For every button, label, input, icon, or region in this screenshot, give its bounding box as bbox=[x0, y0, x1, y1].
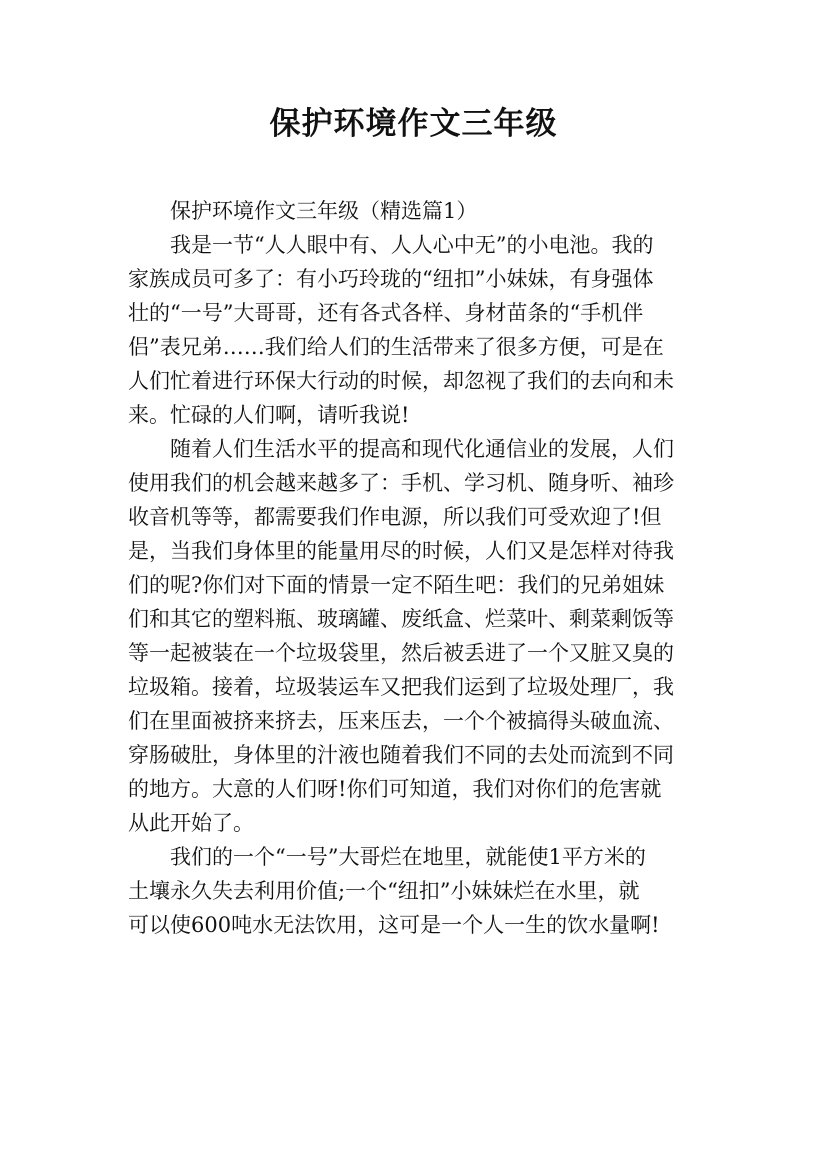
paragraph-2-line-11: 的地方。大意的人们呀!你们可知道，我们对你们的危害就 bbox=[128, 777, 662, 801]
paragraph-1-line-2: 家族成员可多了：有小巧玲珑的“纽扣”小妹妹，有身强体 bbox=[128, 267, 654, 291]
paragraph-2-line-10: 穿肠破肚，身体里的汁液也随着我们不同的去处而流到不同 bbox=[128, 743, 674, 767]
paragraph-1-line-6: 来。忙碌的人们啊，请听我说! bbox=[128, 403, 410, 427]
paragraph-2-line-8: 垃圾箱。接着，垃圾装运车又把我们运到了垃圾处理厂，我 bbox=[128, 675, 674, 699]
paragraph-1-line-4: 侣”表兄弟……我们给人们的生活带来了很多方便，可是在 bbox=[128, 335, 664, 359]
paragraph-3-line-3: 可以使600吨水无法饮用，这可是一个人一生的饮水量啊! bbox=[128, 913, 660, 937]
paragraph-2-line-1: 随着人们生活水平的提高和现代化通信业的发展，人们 bbox=[170, 437, 674, 461]
document-title: 保护环境作文三年级 bbox=[269, 106, 558, 142]
paragraph-3-line-2: 土壤永久失去利用价值;一个“纽扣”小妹妹烂在水里，就 bbox=[128, 879, 640, 903]
paragraph-1-line-3: 壮的“一号”大哥哥，还有各式各样、身材苗条的“手机伴 bbox=[128, 301, 644, 325]
paragraph-2-line-9: 们在里面被挤来挤去，压来压去，一个个被搞得头破血流、 bbox=[128, 709, 674, 733]
paragraph-3-line-1: 我们的一个“一号”大哥烂在地里，就能使1平方米的 bbox=[170, 845, 646, 869]
paragraph-2-line-6: 们和其它的塑料瓶、玻璃罐、废纸盒、烂菜叶、剩菜剩饭等 bbox=[128, 607, 674, 631]
paragraph-1-line-1: 我是一节“人人眼中有、人人心中无”的小电池。我的 bbox=[170, 233, 654, 257]
paragraph-2-line-5: 们的呢?你们对下面的情景一定不陌生吧：我们的兄弟姐妹 bbox=[128, 573, 665, 597]
paragraph-2-line-12: 从此开始了。 bbox=[128, 811, 254, 835]
document-body bbox=[128, 194, 718, 942]
paragraph-2-line-4: 是，当我们身体里的能量用尽的时候，人们又是怎样对待我 bbox=[128, 539, 674, 563]
section-heading: 保护环境作文三年级（精选篇1） bbox=[170, 199, 478, 223]
paragraph-2-line-7: 等一起被装在一个垃圾袋里，然后被丢进了一个又脏又臭的 bbox=[128, 641, 674, 665]
paragraph-2-line-2: 使用我们的机会越来越多了：手机、学习机、随身听、袖珍 bbox=[128, 471, 674, 495]
paragraph-2-line-3: 收音机等等，都需要我们作电源，所以我们可受欢迎了!但 bbox=[128, 505, 662, 529]
paragraph-1-line-5: 人们忙着进行环保大行动的时候，却忽视了我们的去向和未 bbox=[128, 369, 674, 393]
